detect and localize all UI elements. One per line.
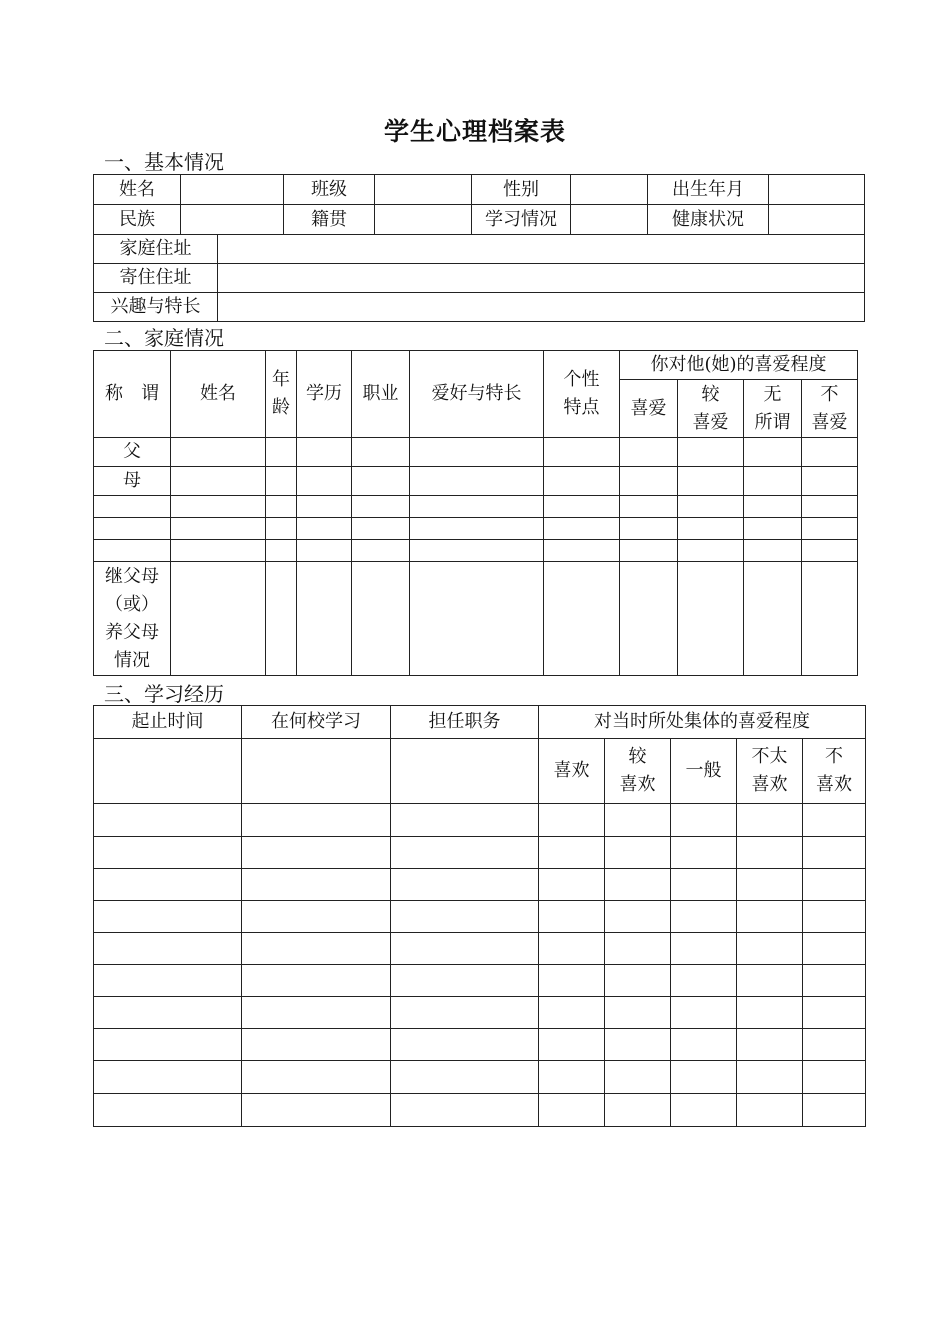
field-home-address[interactable] [218,235,865,264]
field-birth[interactable] [769,175,865,205]
table-row [94,562,858,676]
table-row [94,518,858,540]
header-collective-fondness: 对当时所处集体的喜爱程度 [539,706,866,739]
label-name: 姓名 [94,175,181,205]
row-label-mother: 母 [94,467,171,496]
field-gender[interactable] [571,175,648,205]
label-origin: 籍贯 [284,205,375,235]
header-level-like: 喜欢 [539,739,605,804]
label-birth: 出生年月 [648,175,769,205]
table-row [94,804,866,837]
header-name: 姓名 [171,351,266,438]
header-level-dislike: 不 喜爱 [802,380,858,438]
header-fondness: 你对他(她)的喜爱程度 [620,351,858,380]
row-label-father: 父 [94,438,171,467]
label-home-address: 家庭住址 [94,235,218,264]
header-level-indifferent: 无 所谓 [744,380,802,438]
label-class: 班级 [284,175,375,205]
table-row [94,467,858,496]
table-row [94,837,866,869]
header-level-somewhat-like: 较 喜欢 [605,739,671,804]
label-gender: 性别 [472,175,571,205]
header-occupation: 职业 [352,351,410,438]
section-family-heading: 二、家庭情况 [104,326,224,350]
table-row [94,997,866,1029]
header-level-dislike: 不 喜欢 [803,739,866,804]
page-title: 学生心理档案表 [383,117,566,146]
table-row [94,496,858,518]
field-name[interactable] [181,175,284,205]
field-class[interactable] [375,175,472,205]
header-education: 学历 [297,351,352,438]
basic-info-table [93,174,865,322]
study-table [93,705,866,1127]
table-row [94,1061,866,1094]
header-hobbies: 爱好与特长 [410,351,544,438]
header-relation: 称 谓 [94,351,171,438]
section-study-heading: 三、学习经历 [104,682,224,706]
label-study-status: 学习情况 [472,205,571,235]
header-position: 担任职务 [391,706,539,739]
table-row [94,869,866,901]
label-health: 健康状况 [648,205,769,235]
header-personality: 个性 特点 [544,351,620,438]
header-age: 年 龄 [266,351,297,438]
table-row [94,1094,866,1127]
header-school: 在何校学习 [242,706,391,739]
row-label-step-parents: 继父母 （或） 养父母 情况 [94,562,171,676]
header-level-not-really: 不太 喜欢 [737,739,803,804]
field-boarding-address[interactable] [218,264,865,293]
table-row [94,933,866,965]
table-row [94,901,866,933]
header-level-average: 一般 [671,739,737,804]
table-row [94,540,858,562]
table-row [94,965,866,997]
header-level-like: 喜爱 [620,380,678,438]
field-study-status[interactable] [571,205,648,235]
table-row [94,1029,866,1061]
field-health[interactable] [769,205,865,235]
field-origin[interactable] [375,205,472,235]
field-hobbies[interactable] [218,293,865,322]
label-boarding-address: 寄住住址 [94,264,218,293]
field-ethnicity[interactable] [181,205,284,235]
table-row [94,438,858,467]
label-hobbies: 兴趣与特长 [94,293,218,322]
family-table [93,350,858,676]
header-level-somewhat-like: 较 喜爱 [678,380,744,438]
header-period: 起止时间 [94,706,242,739]
label-ethnicity: 民族 [94,205,181,235]
section-basic-heading: 一、基本情况 [104,150,224,174]
